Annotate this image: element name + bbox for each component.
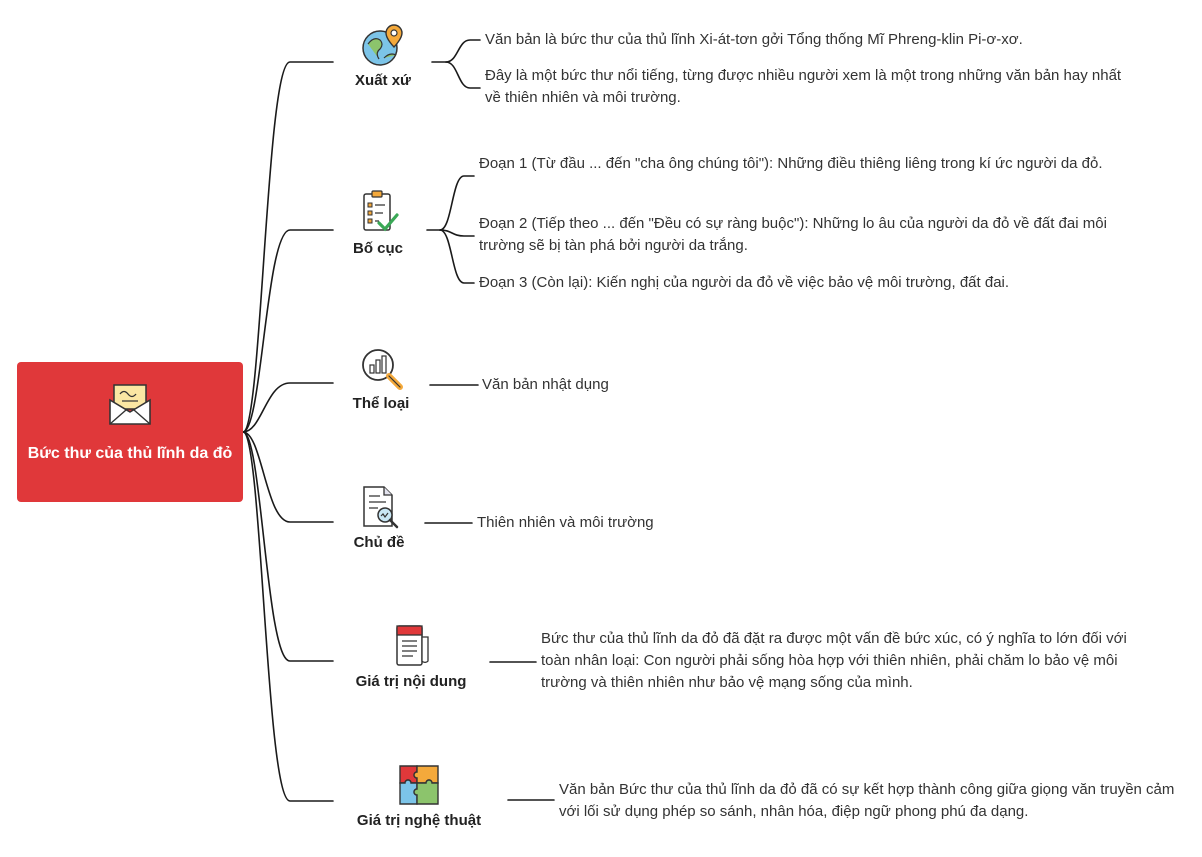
branch-gia-tri-nghe-thuat[interactable] (333, 762, 505, 830)
envelope-icon (108, 382, 152, 426)
connector-gia-tri-nghe-thuat (243, 432, 333, 801)
leaf-gia-tri-nghe-thuat-1: Văn bản Bức thư của thủ lĩnh da đỏ đã có sự kết hợp thành công giữa giọng văn truyền cảm với lối sử dụng phép so sánh, nhân hóa, điệp ngữ phong phú đa dạng. (559, 781, 1175, 820)
connector-bo-cuc (243, 230, 333, 432)
branch-label: Thể loại (352, 395, 410, 412)
connector-gia-tri-noi-dung (243, 432, 333, 661)
document-search-icon (356, 484, 402, 530)
leaf-gia-tri-noi-dung-1: Bức thư của thủ lĩnh da đỏ đã đặt ra được một vấn đề bức xúc, có ý nghĩa to lớn đối với toàn nhân loại: Con người phải sống hòa hợp với thiên nhiên, phải chăm lo bảo vệ môi trường và thiên nhiên như bảo vệ mạng sống của mình. (541, 630, 1127, 691)
leaf-xuat-xu-1: Văn bản là bức thư của thủ lĩnh Xi-át-tơn gởi Tổng thống Mĩ Phreng-klin Pi-ơ-xơ. (485, 31, 1023, 48)
checklist-icon (355, 190, 401, 236)
newspaper-icon (388, 623, 434, 669)
branch-gia-tri-noi-dung[interactable] (333, 623, 489, 691)
branch-label: Xuất xứ (355, 72, 411, 89)
branch-label: Chủ đề (353, 534, 405, 551)
branch-the-loai[interactable] (333, 345, 429, 413)
branch-label: Giá trị nghệ thuật (356, 812, 482, 829)
globe-location-icon (360, 22, 406, 68)
puzzle-icon (396, 762, 442, 808)
leaf-xuat-xu-2: Đây là một bức thư nổi tiếng, từng được nhiều người xem là một trong những văn bản hay nhất về thiên nhiên và môi trường. (485, 67, 1122, 106)
chart-magnifier-icon (358, 345, 404, 391)
leaf-the-loai-1: Văn bản nhật dụng (482, 376, 609, 393)
central-title: Bức thư của thủ lĩnh da đỏ (27, 445, 233, 462)
branch-chu-de[interactable] (333, 484, 425, 552)
connector-xuat-xu (243, 62, 333, 432)
central-topic[interactable] (17, 362, 252, 836)
leaf-bo-cuc-3: Đoạn 3 (Còn lại): Kiến nghị của người da đỏ về việc bảo vệ môi trường, đất đai. (479, 274, 1010, 291)
branch-label: Giá trị nội dung (355, 673, 467, 690)
leaf-bo-cuc-1: Đoạn 1 (Từ đầu ... đến "cha ông chúng tôi"): Những điều thiêng liêng trong kí ức người da đỏ. (479, 155, 1103, 172)
leaf-chu-de-1: Thiên nhiên và môi trường (477, 514, 654, 531)
leaf-bo-cuc-2: Đoạn 2 (Tiếp theo ... đến "Đều có sự ràng buộc"): Những lo âu của người da đỏ về đất đai môi trường sẽ bị tàn phá bởi người da trắng. (479, 215, 1107, 254)
branch-xuat-xu[interactable] (333, 22, 433, 90)
watermark: Loi (209, 800, 252, 836)
branch-bo-cuc[interactable] (333, 190, 423, 258)
branch-label: Bố cục (352, 240, 403, 257)
